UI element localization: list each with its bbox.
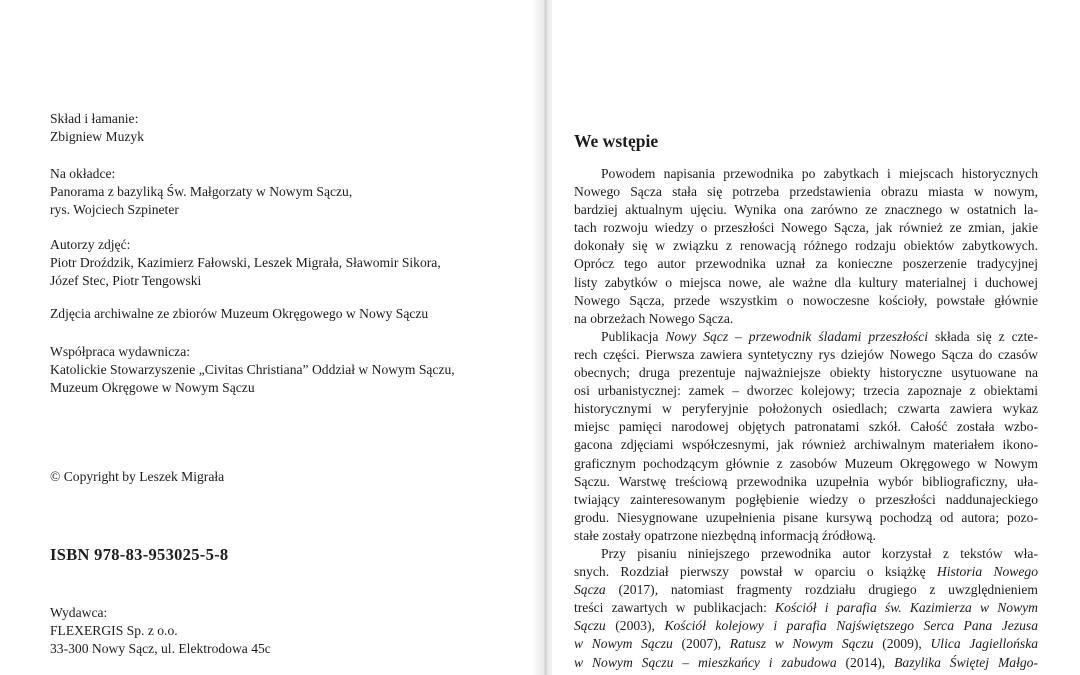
text-line <box>574 599 1038 617</box>
book-title: Ulica Jagiellońska <box>930 636 1038 652</box>
text-line: gacona zdjęciami współczesnymi, jak również archiwalnym materiałem ikono- <box>574 437 1038 453</box>
book-title: Historia Nowego <box>936 564 1038 580</box>
cooperation-label: Współpraca wydawnicza: <box>50 344 191 359</box>
cooperation-line-1: Katolickie Stowarzyszenie „Civitas Christiana” Oddział w Nowym Sączu, <box>50 362 455 377</box>
publisher-label: Wydawca: <box>50 605 108 620</box>
typesetting-name: Zbigniew Muzyk <box>50 129 145 144</box>
isbn: ISBN 978-83-953025-5-8 <box>50 545 229 564</box>
text-line: Nowego Sącza stała się potrzeba przedstawienia obrazu miasta w nowym, <box>574 184 1038 200</box>
text-line: tach rozwoju wiedzy o przeszłości Nowego Sącza, jak również ze zmian, jakie <box>574 220 1038 236</box>
text-run: (2009), <box>873 636 931 652</box>
book-title: Bazylika Świętej Małgo- <box>894 654 1038 670</box>
copyright-block <box>50 468 510 486</box>
text-line: Nowego Sącza, przede wszystkim o nowoczesne kościoły, powstałe głównie <box>574 292 1038 308</box>
foreword-body <box>574 165 1038 672</box>
text-line: bardziej aktualnym ujęciu. Wynika ona zarówno ze znacznego w ostatnich la- <box>574 202 1038 218</box>
publisher-block <box>50 604 510 658</box>
text-line: graficznym pochodzącym głównie z zasobów Muzeum Okręgowego w Nowym <box>574 455 1038 471</box>
text-line: rech części. Pierwsza zawiera syntetyczny rys dziejów Nowego Sącza do czasów <box>574 346 1038 362</box>
text-line: osi urbanistycznej: zamek – dworzec kolejowy; trzecia zapoznaje z obiektami <box>574 383 1038 399</box>
text-line: twiający zainteresowanym pogłębienie wiedzy o przeszłości naddunajeckiego <box>574 491 1038 507</box>
text-line <box>574 635 1038 653</box>
text-line: miejsc pamięci narodowej objętych patronatami szkół. Całość została wzbo- <box>574 419 1038 435</box>
text-line: listy zabytków o miejsca nowe, ale ważne dla kultury materialnej i duchowej <box>574 274 1038 290</box>
text-line: historycznymi w peryferyjnie położonych osiedlach; czwarta zawiera wykaz <box>574 401 1038 417</box>
book-title: Ratusz w Nowym Sączu <box>729 636 874 652</box>
text-line <box>574 617 1038 635</box>
cover-line-2: rys. Wojciech Szpineter <box>50 202 179 217</box>
text-line: stałe zostały opatrzone niezbędną informacją źródłową. <box>574 527 876 543</box>
book-title: w Nowym Sączu <box>574 636 673 652</box>
text-run: (2007), <box>672 636 730 652</box>
text-run: składa się z czte- <box>928 328 1038 344</box>
typesetting-label: Skład i łamanie: <box>50 111 139 126</box>
book-title: Sączu <box>574 618 606 634</box>
book-title: w Nowym Sączu – mieszkańcy i zabudowa <box>574 654 837 670</box>
cooperation-block <box>50 343 510 397</box>
text-run: (2017), natomiast fragmenty rozdziału drugiego z uwzględnieniem <box>605 582 1038 598</box>
foreword-heading: We wstępie <box>574 131 659 151</box>
cooperation-line-2: Muzeum Okręgowe w Nowym Sączu <box>50 380 255 395</box>
text-line <box>574 581 1038 599</box>
cover-block <box>50 165 510 219</box>
text-run: treści zawartych w publikacjach: <box>574 600 776 616</box>
text-line: Powodem napisania przewodnika po zabytkach i miejscach historycznych <box>601 166 1038 181</box>
text-run: (2014), <box>836 654 895 670</box>
text-line: Oprócz tego autor przewodnika uznał za konieczne poszerzenie tradycyjnej <box>574 256 1038 272</box>
text-line <box>574 654 1038 672</box>
photos-line-2: Józef Stec, Piotr Tengowski <box>50 273 202 288</box>
foreword-page <box>552 0 1080 675</box>
photos-line-1: Piotr Droździk, Kazimierz Fałowski, Leszek Migrała, Sławomir Sikora, <box>50 255 441 270</box>
text-line: na obrzeżach Nowego Sącza. <box>574 310 734 326</box>
text-line: dokonały się w związku z renowacją różnego rodzaju obiektów zabytkowych. <box>574 238 1038 254</box>
text-line: Przy pisaniu niniejszego przewodnika autor korzystał z tekstów wła- <box>601 545 1038 561</box>
text-line <box>574 563 1038 581</box>
archive-line: Zdjęcia archiwalne ze zbiorów Muzeum Okręgowego w Nowy Sączu <box>50 306 429 321</box>
photos-label: Autorzy zdjęć: <box>50 237 131 252</box>
archive-block <box>50 305 510 323</box>
book-title: Kościół i parafia św. Kazimierza w Nowym <box>775 600 1038 616</box>
copyright-line: © Copyright by Leszek Migrała <box>50 469 225 484</box>
text-line: Sączu. Warstwę treściową przewodnika uzupełnia wybór bibliograficzny, uła- <box>574 473 1038 489</box>
text-line <box>574 328 1038 346</box>
publisher-name: FLEXERGIS Sp. z o.o. <box>50 623 178 638</box>
typesetting-block <box>50 110 510 146</box>
publisher-address: 33-300 Nowy Sącz, ul. Elektrodowa 45c <box>50 641 271 656</box>
text-run: Publikacja <box>601 328 666 344</box>
cover-label: Na okładce: <box>50 166 116 181</box>
cover-line-1: Panorama z bazyliką Św. Małgorzaty w Nowym Sączu, <box>50 184 353 199</box>
text-line: obecnych; druga prezentuje najważniejsze obiekty historyczne usytuowane na <box>574 365 1038 381</box>
book-title: Sącza <box>574 582 606 598</box>
photos-block <box>50 236 510 290</box>
book-title: Kościół kolejowy i parafia Najświętszego Serca Pana Jezusa <box>664 618 1038 634</box>
text-run: (2003), <box>605 618 665 634</box>
book-title: Nowy Sącz – przewodnik śladami przeszłości <box>665 328 929 344</box>
text-line: grodu. Niesygnowane uzupełnienia pisane kursywą pochodzą od autora; pozo- <box>574 509 1038 525</box>
text-run: snych. Rozdział pierwszy powstał w oparciu o książkę <box>574 564 937 580</box>
